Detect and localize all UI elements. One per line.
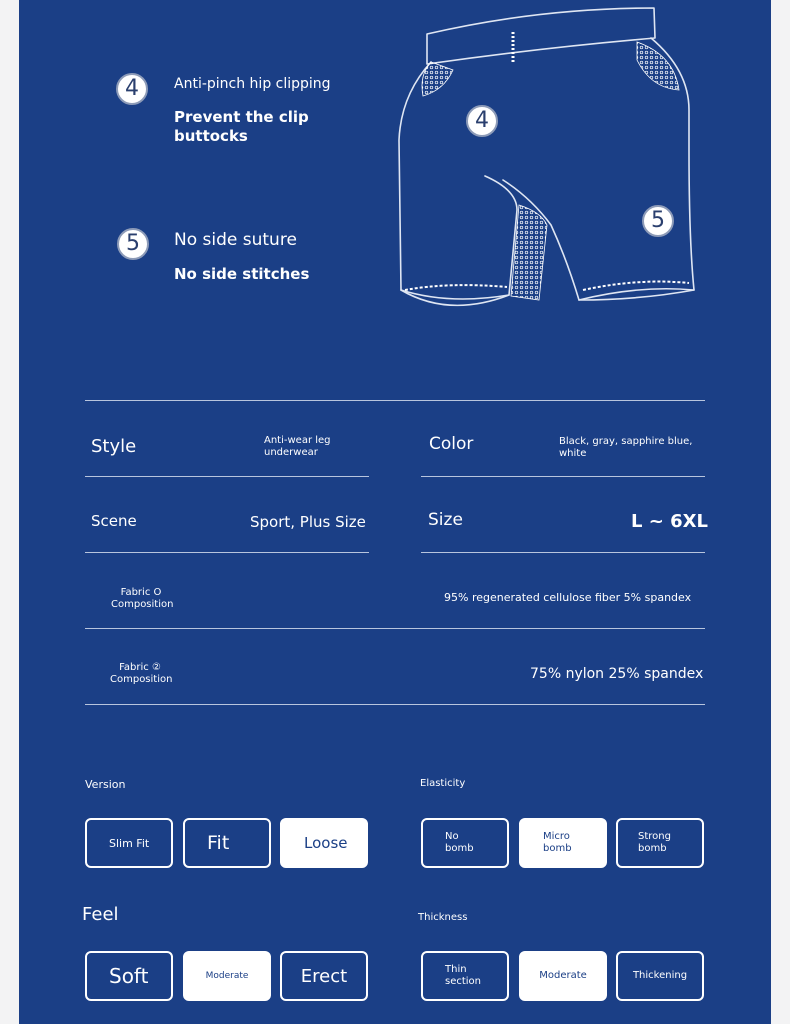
option-label: Thickening bbox=[632, 970, 688, 981]
option-label-line: bomb bbox=[445, 843, 474, 854]
feature-number-badge: 5 bbox=[117, 228, 149, 260]
feature-title: No side suture bbox=[174, 230, 297, 250]
option-label-line: section bbox=[445, 976, 482, 987]
option-label: Fit bbox=[207, 832, 230, 854]
spec-label-line: Composition bbox=[110, 674, 173, 685]
thickness-option-moderate[interactable] bbox=[519, 951, 607, 1001]
spec-fabric1-value: 95% regenerated cellulose fiber 5% spandex bbox=[444, 591, 692, 604]
option-label: Slim Fit bbox=[109, 836, 150, 850]
option-label: Soft bbox=[109, 964, 149, 988]
elasticity-title: Elasticity bbox=[420, 778, 466, 789]
spec-label-line: Fabric O bbox=[120, 587, 162, 598]
option-label: Moderate bbox=[205, 971, 249, 981]
elasticity-option-no-bomb[interactable] bbox=[421, 818, 509, 868]
elasticity-option-micro-bomb[interactable] bbox=[519, 818, 607, 868]
divider bbox=[85, 704, 705, 705]
spec-style-value bbox=[264, 435, 331, 459]
product-detail-panel bbox=[19, 0, 771, 1024]
spec-color-value bbox=[559, 436, 692, 460]
spec-scene-label: Scene bbox=[91, 512, 137, 530]
mesh-panel-hip-left bbox=[422, 62, 453, 96]
spec-scene-value: Sport, Plus Size bbox=[250, 513, 366, 531]
option-label: Loose bbox=[304, 834, 348, 852]
divider bbox=[85, 628, 705, 629]
thickness-option-thin-section[interactable] bbox=[421, 951, 509, 1001]
elasticity-option-strong-bomb[interactable] bbox=[616, 818, 704, 868]
version-title: Version bbox=[85, 778, 126, 791]
feel-title: Feel bbox=[82, 904, 119, 925]
diagram-marker: 4 bbox=[466, 105, 498, 137]
feature-description: No side stitches bbox=[174, 265, 310, 283]
diagram-marker: 5 bbox=[642, 205, 674, 237]
version-option-loose[interactable] bbox=[280, 818, 368, 868]
divider bbox=[85, 476, 369, 477]
spec-style-label: Style bbox=[91, 436, 137, 457]
spec-value-line: white bbox=[559, 448, 587, 459]
spec-value-line: Black, gray, sapphire blue, bbox=[559, 436, 693, 447]
feel-option-moderate[interactable] bbox=[183, 951, 271, 1001]
feature-description-line: Prevent the clip bbox=[174, 108, 309, 126]
divider bbox=[85, 400, 705, 401]
mesh-panel-hip-right bbox=[637, 42, 679, 90]
spec-size-value: L ~ 6XL bbox=[631, 511, 708, 532]
version-option-fit[interactable] bbox=[183, 818, 271, 868]
spec-value-line: underwear bbox=[264, 447, 318, 458]
version-option-slim-fit[interactable] bbox=[85, 818, 173, 868]
feature-title: Anti-pinch hip clipping bbox=[174, 76, 331, 92]
feel-option-soft[interactable] bbox=[85, 951, 173, 1001]
spec-label-line: Composition bbox=[111, 599, 174, 610]
option-label-line: Strong bbox=[638, 831, 671, 842]
spec-value-line: Anti-wear leg bbox=[264, 435, 331, 446]
feel-option-erect[interactable] bbox=[280, 951, 368, 1001]
option-label: Moderate bbox=[539, 970, 587, 981]
option-label: Erect bbox=[300, 965, 348, 987]
spec-size-label: Size bbox=[428, 510, 463, 530]
divider bbox=[421, 552, 705, 553]
feature-description bbox=[174, 108, 309, 146]
thickness-title: Thickness bbox=[418, 912, 468, 923]
feature-description-line: buttocks bbox=[174, 127, 248, 145]
divider bbox=[421, 476, 705, 477]
spec-fabric1-label bbox=[111, 587, 174, 611]
option-label-line: No bbox=[445, 831, 459, 842]
divider bbox=[85, 552, 369, 553]
option-label-line: bomb bbox=[543, 843, 572, 854]
spec-fabric2-label bbox=[110, 662, 173, 686]
option-label-line: bomb bbox=[638, 843, 667, 854]
feature-number-badge: 4 bbox=[116, 73, 148, 105]
option-label-line: Thin bbox=[445, 964, 467, 975]
spec-label-line: Fabric ② bbox=[119, 662, 161, 673]
hem-stitch-left bbox=[405, 285, 507, 290]
option-label-line: Micro bbox=[543, 831, 570, 842]
spec-color-label: Color bbox=[429, 434, 474, 454]
shorts-diagram bbox=[389, 0, 709, 320]
spec-fabric2-value: 75% nylon 25% spandex bbox=[530, 666, 704, 682]
thickness-option-thickening[interactable] bbox=[616, 951, 704, 1001]
